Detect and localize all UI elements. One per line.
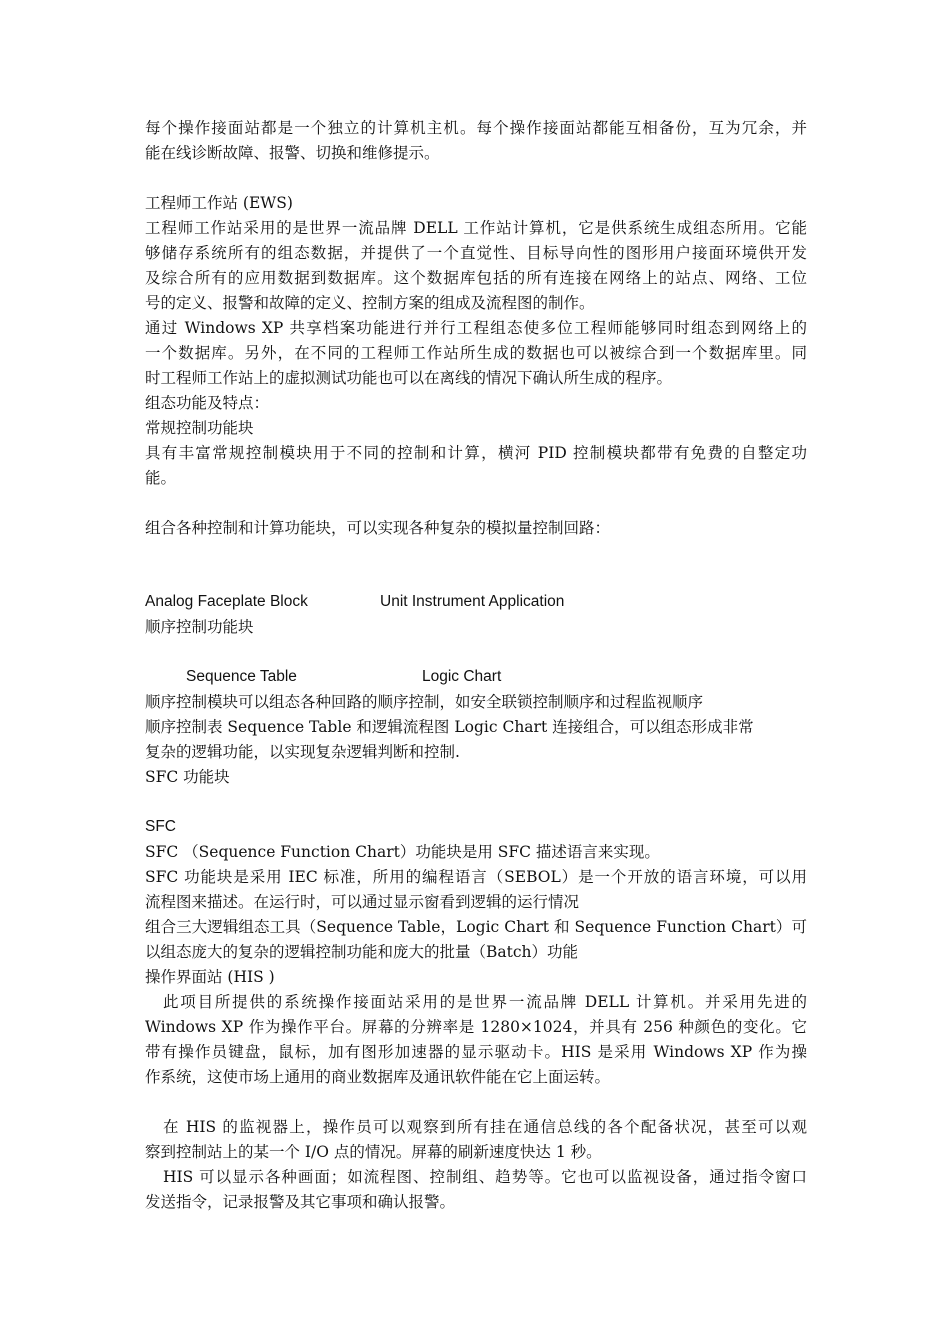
section-heading-ews: 工程师工作站 (EWS)	[145, 194, 293, 212]
figure-caption-unit: Unit Instrument Application	[380, 593, 565, 610]
paragraph-line: SFC 功能块是采用 IEC 标准，所用的编程语言（SEBOL）是一个开放的语言环境，可以用	[145, 868, 807, 886]
paragraph-line: Windows XP 作为操作平台。屏幕的分辨率是 1280×1024，并具有 256 种颜色的变化。它	[145, 1018, 807, 1036]
paragraph-line: 通过 Windows XP 共享档案功能进行并行工程组态使多位工程师能够同时组态到网络上的	[145, 319, 807, 337]
section-heading-his: 操作界面站 (HIS )	[145, 968, 275, 986]
paragraph-line: 号的定义、报警和故障的定义、控制方案的组成及流程图的制作。	[145, 294, 595, 312]
section-heading-regular: 常规控制功能块	[145, 419, 254, 437]
paragraph-line: 顺序控制模块可以组态各种回路的顺序控制，如安全联锁控制顺序和过程监视顺序	[145, 693, 704, 711]
section-heading-sequence: 顺序控制功能块	[145, 618, 254, 636]
paragraph-line: 组合各种控制和计算功能块，可以实现各种复杂的模拟量控制回路：	[145, 519, 611, 537]
paragraph-line: 时工程师工作站上的虚拟测试功能也可以在离线的情况下确认所生成的程序。	[145, 369, 673, 387]
paragraph-line: 能。	[145, 469, 177, 487]
paragraph-line: 发送指令，记录报警及其它事项和确认报警。	[145, 1193, 456, 1211]
paragraph-line: 此项目所提供的系统操作接面站采用的是世界一流品牌 DELL 计算机。并采用先进的	[163, 993, 807, 1011]
paragraph-line: 每个操作接面站都是一个独立的计算机主机。每个操作接面站都能互相备份，互为冗余，并	[145, 119, 807, 137]
paragraph-line: 能在线诊断故障、报警、切换和维修提示。	[145, 144, 440, 162]
paragraph-line: 及综合所有的应用数据到数据库。这个数据库包括的所有连接在网络上的站点、网络、工位	[145, 269, 807, 287]
figure-caption-sequence-table: Sequence Table	[186, 668, 297, 685]
paragraph-line: 工程师工作站采用的是世界一流品牌 DELL 工作站计算机，它是供系统生成组态所用。它能	[145, 219, 807, 237]
paragraph-line: 顺序控制表 Sequence Table 和逻辑流程图 Logic Chart 连接组合，可以组态形成非常	[145, 718, 754, 736]
paragraph-line: 带有操作员键盘，鼠标，加有图形加速器的显示驱动卡。HIS 是采用 Windows XP 作为操	[145, 1043, 807, 1061]
figure-caption-logic-chart: Logic Chart	[422, 668, 502, 685]
paragraph-line: 作系统，这使市场上通用的商业数据库及通讯软件能在它上面运转。	[145, 1068, 611, 1086]
figure-caption-sfc: SFC	[145, 818, 176, 835]
paragraph-line: HIS 可以显示各种画面；如流程图、控制组、趋势等。它也可以监视设备，通过指令窗口	[163, 1168, 807, 1186]
paragraph-line: 以组态庞大的复杂的逻辑控制功能和庞大的批量（Batch）功能	[145, 943, 579, 961]
figure-caption-analog: Analog Faceplate Block	[145, 593, 308, 610]
paragraph-line: 够储存系统所有的组态数据，并提供了一个直觉性、目标导向性的图形用户接面环境供开发	[145, 244, 807, 262]
paragraph-line: 察到控制站上的某一个 I/O 点的情况。屏幕的刷新速度快达 1 秒。	[145, 1143, 602, 1161]
paragraph-line: 具有丰富常规控制模块用于不同的控制和计算，横河 PID 控制模块都带有免费的自整定功	[145, 444, 807, 462]
paragraph-line: 复杂的逻辑功能，以实现复杂逻辑判断和控制.	[145, 743, 460, 761]
paragraph-line: 在 HIS 的监视器上，操作员可以观察到所有挂在通信总线的各个配备状况，甚至可以观	[163, 1118, 807, 1136]
paragraph-line: 组合三大逻辑组态工具（Sequence Table，Logic Chart 和 Sequence Function Chart）可	[145, 918, 807, 936]
paragraph-line: 流程图来描述。在运行时，可以通过显示窗看到逻辑的运行情况	[145, 893, 580, 911]
section-heading-config: 组态功能及特点：	[145, 394, 270, 412]
paragraph-line: SFC （Sequence Function Chart）功能块是用 SFC 描述语言来实现。	[145, 843, 660, 861]
paragraph-line: 一个数据库。另外，在不同的工程师工作站所生成的数据也可以被综合到一个数据库里。同	[145, 344, 807, 362]
section-heading-sfc: SFC 功能块	[145, 768, 230, 786]
